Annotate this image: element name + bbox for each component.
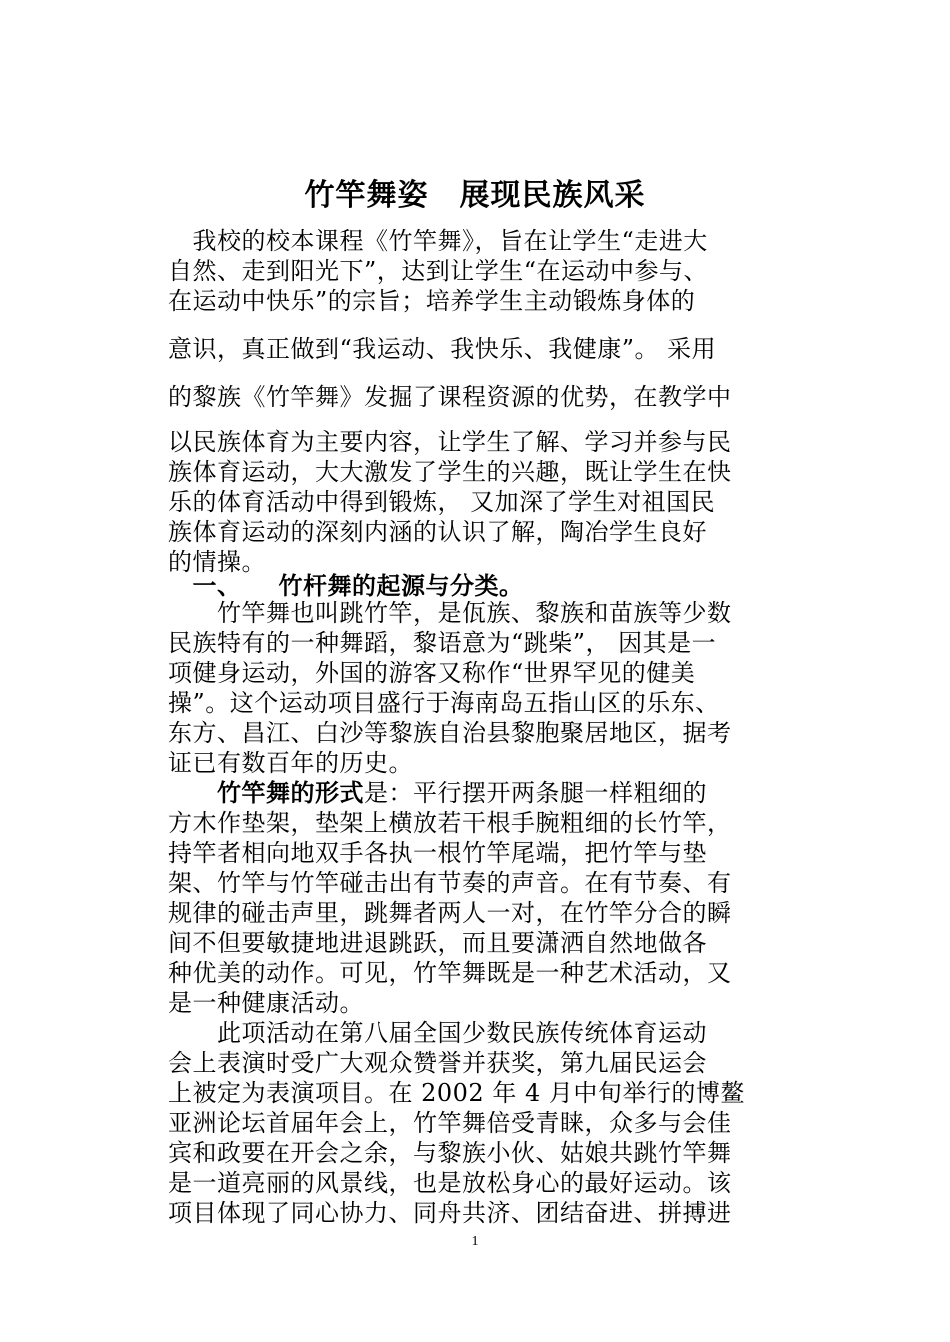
- paragraph-line: 持竿者相向地双手各执一根竹竿尾端，把竹竿与垫: [168, 839, 707, 867]
- paragraph-line: 间不但要敏捷地进退跳跃，而且要潇洒自然地做各: [168, 929, 707, 957]
- paragraph-line: 此项活动在第八届全国少数民族传统体育运动: [168, 1019, 707, 1047]
- paragraph-line: 宾和政要在开会之余，与黎族小伙、姑娘共跳竹竿舞: [168, 1139, 732, 1167]
- paragraph-line: 乐的体育活动中得到锻炼， 又加深了学生对祖国民: [168, 488, 716, 516]
- paragraph-line: 在运动中快乐”的宗旨；培养学生主动锻炼身体的: [168, 287, 696, 315]
- paragraph-line: 亚洲论坛首届年会上，竹竿舞倍受青睐，众多与会佳: [168, 1109, 732, 1137]
- paragraph-line: 我校的校本课程《竹竿舞》，旨在让学生“走进大: [168, 227, 708, 255]
- paragraph-line: 竹竿舞也叫跳竹竿，是佤族、黎族和苗族等少数: [168, 599, 732, 627]
- paragraph-line: 项健身运动，外国的游客又称作“世界罕见的健美: [168, 659, 696, 687]
- paragraph-line: 自然、走到阳光下”，达到让学生“在运动中参与、: [168, 257, 709, 285]
- paragraph-line: 上被定为表演项目。在 2002 年 4 月中旬举行的博鳌: [168, 1079, 745, 1107]
- paragraph-line: 族体育运动的深刻内涵的认识了解，陶冶学生良好: [168, 518, 707, 546]
- document-title: 竹竿舞姿 展现民族风采: [304, 178, 646, 213]
- paragraph-text: 是：平行摆开两条腿一样粗细的: [364, 779, 707, 807]
- paragraph-line: 的情操。: [168, 548, 266, 576]
- paragraph-line: 民族特有的一种舞蹈，黎语意为“跳柴”， 因其是一: [168, 629, 717, 657]
- paragraph-line: 证已有数百年的历史。: [168, 749, 413, 777]
- paragraph-line: [168, 778, 788, 808]
- paragraph-line: 族体育运动，大大激发了学生的兴趣，既让学生在快: [168, 458, 732, 486]
- paragraph-line: 种优美的动作。可见，竹竿舞既是一种艺术活动，又: [168, 959, 732, 987]
- paragraph-line: 规律的碰击声里，跳舞者两人一对，在竹竿分合的瞬: [168, 899, 732, 927]
- paragraph-line: 是一道亮丽的风景线，也是放松身心的最好运动。该: [168, 1169, 732, 1197]
- paragraph-line: 方木作垫架，垫架上横放若干根手腕粗细的长竹竿，: [168, 809, 732, 837]
- paragraph-line: 项目体现了同心协力、同舟共济、团结奋进、拼搏进: [168, 1199, 732, 1227]
- paragraph-line: 意识，真正做到“我运动、我快乐、我健康”。 采用: [168, 335, 717, 363]
- paragraph-line: 以民族体育为主要内容，让学生了解、学习并参与民: [168, 428, 732, 456]
- bold-term: 竹竿舞的形式: [168, 778, 364, 807]
- paragraph-line: 的黎族《竹竿舞》发掘了课程资源的优势，在教学中: [168, 383, 732, 411]
- paragraph-line: 是一种健康活动。: [168, 989, 364, 1017]
- paragraph-line: 会上表演时受广大观众赞誉并获奖，第九届民运会: [168, 1049, 707, 1077]
- paragraph-line: 架、竹竿与竹竿碰击出有节奏的声音。在有节奏、有: [168, 869, 732, 897]
- paragraph-line: 操”。这个运动项目盛行于海南岛五指山区的乐东、: [168, 689, 720, 717]
- section-heading: 一、 竹杆舞的起源与分类。: [168, 571, 524, 600]
- paragraph-line: 东方、昌江、白沙等黎族自治县黎胞聚居地区，据考: [168, 719, 732, 747]
- page-number: 1: [471, 1234, 479, 1249]
